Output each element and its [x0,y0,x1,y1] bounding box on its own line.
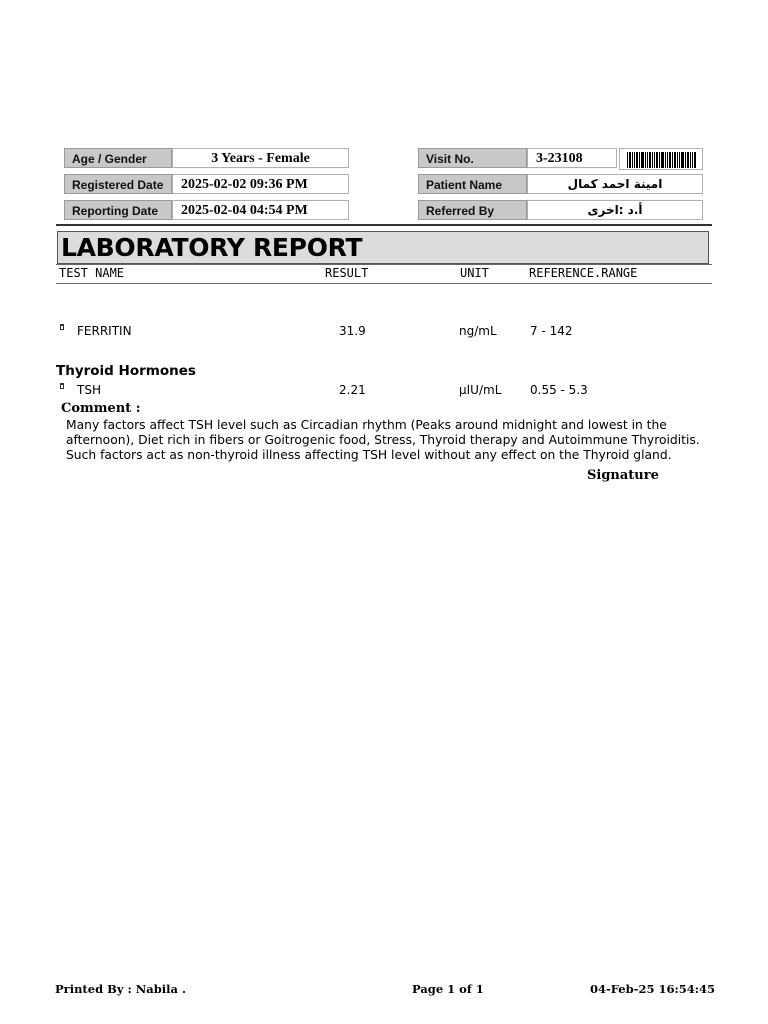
reporting-date-value: 2025-02-04 04:54 PM [172,200,349,220]
col-reference-range: REFERENCE.RANGE [529,266,638,280]
header-divider [56,224,712,226]
printed-timestamp: 04-Feb-25 16:54:45 [590,982,715,996]
test-range: 0.55 - 5.3 [530,383,588,397]
page-number: Page 1 of 1 [412,982,484,996]
test-result: 2.21 [339,383,366,397]
report-title-box [57,231,709,264]
test-range: 7 - 142 [530,324,573,338]
test-unit: ng/mL [459,324,497,338]
test-name: TSH [77,383,101,397]
age-gender-value: 3 Years - Female [172,148,349,168]
column-header-underline [56,283,712,284]
col-unit: UNIT [460,266,489,280]
referred-by-value: أ.د :اخرى [527,200,703,220]
barcode-icon [620,149,703,170]
reporting-date-label: Reporting Date [64,200,172,220]
referred-by-label: Referred By [418,200,527,220]
signature-label: Signature [587,468,659,483]
patient-name-label: Patient Name [418,174,527,194]
section-title: Thyroid Hormones [56,363,196,379]
registered-date-value: 2025-02-02 09:36 PM [172,174,349,194]
row-marker-icon [60,324,64,330]
age-gender-label: Age / Gender [64,148,172,168]
test-result: 31.9 [339,324,366,338]
barcode-image [619,148,703,170]
visit-no-label: Visit No. [418,148,527,168]
registered-date-label: Registered Date [64,174,172,194]
comment-text: Many factors affect TSH level such as Circadian rhythm (Peaks around midnight and lowest in the afternoon), Diet rich in fibers or Goitrogenic food, Stress, Thyroid therapy and Autoimmune Thyroiditis. Such factors act as non-thyroid illness affecting TSH level without any effect on the Thyroid gland. [66,418,700,462]
visit-no-value: 3-23108 [527,148,617,168]
patient-name-value: امينة احمد كمال [527,174,703,194]
test-name: FERRITIN [77,324,132,338]
test-unit: µIU/mL [459,383,502,397]
report-title: LABORATORY REPORT [61,233,363,262]
col-test-name: TEST NAME [59,266,125,280]
col-result: RESULT [325,266,369,280]
printed-by: Printed By : Nabila . [55,982,186,996]
row-marker-icon [60,383,64,389]
comment-label: Comment : [61,401,141,416]
